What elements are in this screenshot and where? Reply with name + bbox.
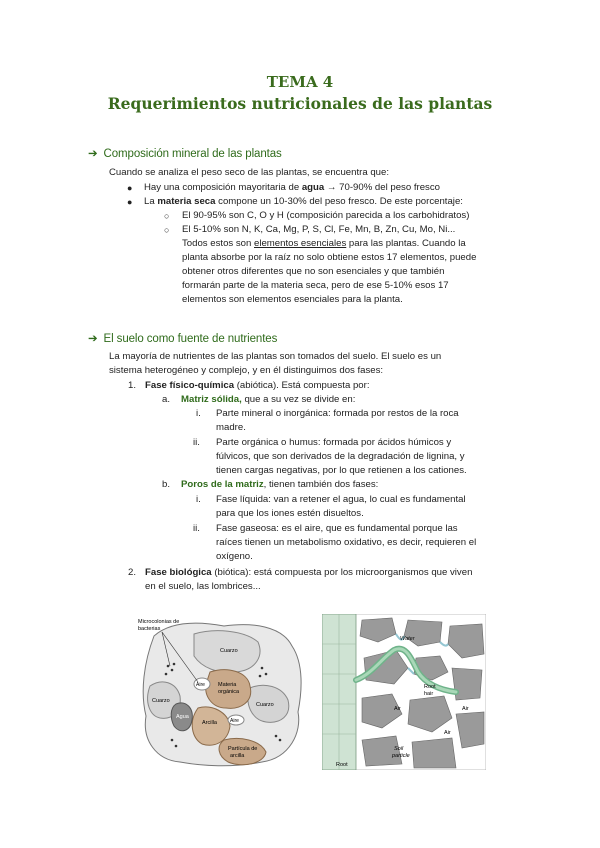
s1-sub-2-l1: El 5-10% son N, K, Ca, Mg, P, S, Cl, Fe, Mn, B, Zn, Cu, Mo, Ni...	[182, 224, 456, 235]
s2-bi-num: i.	[196, 494, 201, 505]
fig2-label-air-2: Air	[462, 706, 469, 712]
fig2-label-root-hair-1: Root	[424, 684, 436, 690]
s1-sub-2-l3: planta absorbe por la raíz no solo obtiene estos 17 elementos, puede	[182, 252, 477, 263]
s2-n1-bold: Fase físico-química	[145, 380, 235, 391]
s2-n2-bold: Fase biológica	[145, 567, 212, 578]
fig1-label-particula-2: arcilla	[230, 753, 245, 759]
s2-a-green: Matriz sólida,	[181, 394, 242, 405]
fig2-label-air-3: Air	[444, 730, 451, 736]
s2-b	[181, 478, 378, 492]
section-heading-2-text: El suelo como fuente de nutrientes	[103, 333, 278, 345]
s2-b-num: b.	[162, 479, 171, 490]
bullet-icon: ●	[127, 183, 133, 193]
s1-bullet-2	[144, 195, 463, 209]
fig2-label-air-1: Air	[394, 706, 401, 712]
s1-sub-2-l2	[182, 237, 466, 251]
s1-bullet-1	[144, 181, 440, 195]
s2-aii-num: ii.	[193, 437, 200, 448]
section-heading-2	[88, 331, 277, 345]
s2-n1	[145, 379, 370, 393]
hollow-bullet-icon: ○	[164, 225, 170, 235]
s2-n1-post: (abiótica). Está compuesta por:	[234, 380, 370, 391]
s2-n2-l1	[145, 566, 472, 580]
fig1-label-microcolonias-1: Microcolonias de	[138, 619, 180, 625]
hollow-bullet-icon: ○	[164, 211, 170, 221]
s2-bi-l1: Fase líquida: van a retener el agua, lo cual es fundamental	[216, 494, 466, 505]
s1-b1-bold: agua	[301, 182, 325, 193]
title-line-1: TEMA 4	[266, 73, 334, 91]
fig1-label-agua: Agua	[176, 714, 189, 720]
fig1-label-cuarzo-3: Cuarzo	[256, 702, 274, 708]
fig2-label-soil-2: particle	[392, 753, 410, 759]
arrow-icon: ➔	[88, 333, 98, 345]
fig1-label-microcolonias-2: bacterias	[138, 626, 161, 632]
s2-intro-l2: sistema heterogéneo y complejo, y en él distinguimos dos fases:	[109, 365, 384, 376]
bullet-icon: ●	[127, 197, 133, 207]
s1-b1-arrow: → 70-90%	[324, 182, 373, 193]
fig1-label-arcilla: Arcilla	[202, 720, 217, 726]
fig2-label-soil-1: Soil	[394, 746, 404, 752]
s1-b2-bold: materia seca	[157, 196, 216, 207]
s2-n2-num: 2.	[128, 567, 137, 578]
fig1-label-cuarzo-2: Cuarzo	[152, 698, 170, 704]
s2-b-post: , tienen también dos fases:	[263, 479, 379, 490]
s2-a-post: que a su vez se divide en:	[241, 394, 356, 405]
s1-sub2-underline: elementos esenciales	[254, 238, 347, 249]
section-heading-1-text: Composición mineral de las plantas	[103, 148, 282, 160]
s2-bii-l2: raíces tienen un metabolismo oxidativo, es decir, requieren el	[216, 537, 477, 548]
s2-bii-num: ii.	[193, 523, 200, 534]
s2-b-green: Poros de la matriz	[181, 479, 264, 490]
fig2-label-root-hair-2: hair	[424, 691, 434, 697]
fig1-label-materia-2: orgánica	[218, 689, 240, 695]
fig1-label-materia-1: Materia	[218, 682, 237, 688]
root-hair-soil-figure	[322, 614, 486, 770]
arrow-icon: ➔	[88, 148, 98, 160]
s2-bi-l2: para que los iones estén disueltos.	[216, 508, 364, 519]
s2-intro-l1: La mayoría de nutrientes de las plantas son tomados del suelo. El suelo es un	[109, 351, 442, 362]
s2-n2-l2: en el suelo, las lombrices...	[145, 581, 261, 592]
section-heading-1	[88, 146, 282, 160]
s1-b1-post: del peso fresco	[372, 182, 440, 193]
s1-b2-pre: La	[144, 196, 158, 207]
s2-aii-l1: Parte orgánica o humus: formada por ácidos húmicos y	[216, 437, 452, 448]
s1-sub2-pre: Todos estos son	[182, 238, 254, 249]
fig2-label-water: Water	[400, 636, 415, 642]
fig1-label-aire-2: Aire	[230, 718, 239, 724]
s2-n2-post: (biótica): está compuesta por los microorganismos que viven	[211, 567, 473, 578]
s1-sub-1: El 90-95% son C, O y H (composición parecida a los carbohidratos)	[182, 210, 470, 221]
s2-bii-l1: Fase gaseosa: es el aire, que es fundamental porque las	[216, 523, 458, 534]
title-line-2: Requerimientos nutricionales de las plantas	[107, 94, 493, 113]
s1-sub-2-l5: formarán parte de la materia seca, pero de ese 5-10% esos 17	[182, 280, 449, 291]
s2-bii-l3: oxígeno.	[216, 551, 253, 562]
fig2-label-root: Root	[336, 762, 348, 768]
s2-a-num: a.	[162, 394, 171, 405]
s2-aii-l2: fúlvicos, que son derivados de la degradación de lignina, y	[216, 451, 465, 462]
fig1-label-cuarzo-1: Cuarzo	[220, 648, 238, 654]
s2-ai-num: i.	[196, 408, 201, 419]
s2-a	[181, 393, 355, 407]
s2-ai-l2: madre.	[216, 422, 246, 433]
s2-aii-l3: tienen cargas negativas, por lo que retienen a los cationes.	[216, 465, 467, 476]
soil-aggregate-figure	[132, 612, 312, 772]
s1-sub-2-l6: elementos son elementos esenciales para la planta.	[182, 294, 403, 305]
s1-b1-pre: Hay una composición mayoritaria de	[144, 182, 302, 193]
s2-ai-l1: Parte mineral o inorgánica: formada por restos de la roca	[216, 408, 459, 419]
s2-n1-num: 1.	[128, 380, 137, 391]
s1-intro: Cuando se analiza el peso seco de las plantas, se encuentra que:	[109, 167, 390, 178]
s1-sub-2-l4: obtener otros diferentes que no son esenciales y que también	[182, 266, 445, 277]
s1-sub2-post: para las plantas. Cuando la	[346, 238, 466, 249]
fig1-label-aire-1: Aire	[196, 682, 205, 688]
s1-b2-post: compone un 10-30% del peso fresco. De este porcentaje:	[215, 196, 463, 207]
fig1-label-particula-1: Partícula de	[228, 746, 258, 752]
